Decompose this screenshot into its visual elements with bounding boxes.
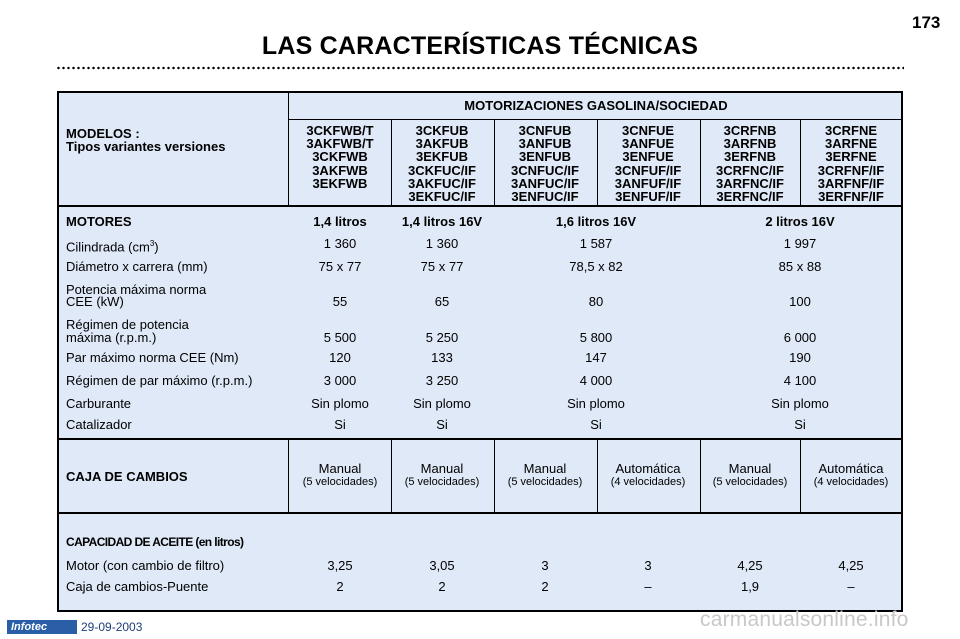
spec-value: 75 x 77 — [420, 259, 464, 274]
row-label-torque: Par máximo norma CEE (Nm) — [66, 350, 239, 365]
oil-value: 3,25 — [327, 558, 353, 573]
col-divider — [800, 120, 801, 206]
engines-heading: MOTORIZACIONES GASOLINA/SOCIEDAD — [464, 98, 728, 113]
variant-list-6 — [818, 124, 884, 203]
variant-code: 3CKFUC/IF — [408, 162, 476, 178]
col-divider — [288, 92, 289, 206]
col-divider — [597, 120, 598, 206]
variant-code: 3CNFUF/IF — [614, 162, 682, 178]
variant-code: 3ANFUB — [518, 136, 572, 152]
row-label-catalyst: Catalizador — [66, 417, 132, 432]
row-label-bore-stroke: Diámetro x carrera (mm) — [66, 259, 208, 274]
row-label-power-rpm: Régimen de potencia — [66, 317, 189, 332]
gearbox-type: Manual — [420, 461, 464, 476]
col-divider — [800, 439, 801, 513]
spec-value: Sin plomo — [413, 396, 471, 411]
row-label-oil-motor: Motor (con cambio de filtro) — [66, 558, 225, 573]
row-label-power-rpm-unit: máxima (r.p.m.) — [66, 330, 157, 345]
gearbox-speeds: (4 velocidades) — [813, 476, 889, 488]
variant-list-2 — [408, 124, 476, 203]
motores-label: MOTORES — [66, 214, 132, 229]
spec-value: 6 000 — [783, 330, 817, 345]
spec-value: Si — [436, 417, 448, 432]
oil-value: 2 — [336, 579, 344, 594]
variant-code: 3EKFUC/IF — [408, 189, 476, 205]
oil-capacity-label: CAPACIDAD DE ACEITE (en litros) — [66, 535, 244, 549]
spec-value: 3 000 — [323, 373, 357, 388]
spec-value: 65 — [434, 294, 450, 309]
dotted-divider — [56, 66, 904, 70]
variant-code: 3ERFNF/IF — [818, 189, 884, 205]
oil-value: – — [644, 579, 652, 594]
variant-list-3 — [511, 124, 579, 203]
infotec-logo: Infotec — [7, 620, 77, 634]
models-label: MODELOS : — [66, 126, 140, 141]
variant-code: 3AKFUC/IF — [408, 175, 476, 191]
watermark: carmanualsonline.info — [700, 608, 909, 631]
spec-value: 147 — [585, 350, 607, 365]
col-divider — [391, 439, 392, 513]
spec-value: 4 100 — [783, 373, 817, 388]
variant-code: 3ENFUC/IF — [511, 189, 579, 205]
col-divider — [700, 439, 701, 513]
variant-code: 3CNFUB — [518, 123, 572, 138]
section-divider-gearbox — [57, 438, 903, 440]
oil-value: 3 — [541, 558, 549, 573]
variant-list-4 — [615, 124, 681, 203]
variant-code: 3ENFUB — [518, 149, 572, 165]
gearbox-label: CAJA DE CAMBIOS — [66, 469, 188, 484]
col-divider — [597, 439, 598, 513]
variant-code: 3ARFNB — [723, 136, 777, 152]
spec-value: Sin plomo — [567, 396, 625, 411]
oil-value: – — [847, 579, 855, 594]
row-label-torque-rpm: Régimen de par máximo (r.p.m.) — [66, 373, 253, 388]
variant-code: 3ARFNF/IF — [817, 175, 885, 191]
spec-value: 190 — [789, 350, 811, 365]
variant-code: 3ARFNC/IF — [716, 175, 784, 191]
row-label-oil-gearbox: Caja de cambios-Puente — [66, 579, 209, 594]
engine-name: 2 litros 16V — [765, 214, 835, 229]
spec-value: 85 x 88 — [778, 259, 822, 274]
page-title: LAS CARACTERÍSTICAS TÉCNICAS — [261, 32, 699, 60]
variant-code: 3ERFNE — [825, 149, 877, 165]
variants-label: Tipos variantes versiones — [66, 139, 226, 154]
variant-code: 3CKFWB — [312, 149, 368, 165]
spec-value: 75 x 77 — [318, 259, 362, 274]
gearbox-type: Automática — [818, 461, 884, 476]
spec-value: 1 360 — [323, 236, 357, 251]
spec-value: 133 — [431, 350, 453, 365]
gearbox-speeds: (5 velocidades) — [507, 476, 583, 488]
row-label-displacement: Cilindrada $(cm^3)$ — [66, 239, 159, 255]
variant-code: 3ARFNE — [824, 136, 878, 152]
oil-value: 4,25 — [838, 558, 864, 573]
col-divider — [288, 439, 289, 513]
section-divider-motores — [57, 205, 903, 207]
oil-value: 2 — [438, 579, 446, 594]
spec-value: 5 800 — [579, 330, 613, 345]
spec-value: 55 — [332, 294, 348, 309]
variant-code: 3CNFUE — [621, 123, 675, 138]
variant-code: 3CRFNB — [723, 123, 777, 138]
gearbox-speeds: (5 velocidades) — [712, 476, 788, 488]
oil-value: 3 — [644, 558, 652, 573]
variant-code: 3CKFWB/T — [306, 123, 374, 138]
oil-value: 2 — [541, 579, 549, 594]
col-divider — [391, 120, 392, 206]
footer-date: 29-09-2003 — [81, 620, 143, 634]
variant-code: 3AKFWB/T — [306, 136, 374, 152]
variant-code: 3AKFWB — [312, 162, 368, 178]
variant-code: 3AKFUB — [415, 136, 469, 152]
row-label-power-unit: CEE (kW) — [66, 294, 124, 309]
variant-list-1 — [306, 124, 373, 190]
gearbox-type: Automática — [615, 461, 681, 476]
variant-code: 3ERFNC/IF — [716, 189, 784, 205]
spec-value: 5 250 — [425, 330, 459, 345]
col-divider — [494, 439, 495, 513]
spec-value: Sin plomo — [311, 396, 369, 411]
engine-name: 1,6 litros 16V — [555, 214, 637, 229]
gearbox-speeds: (5 velocidades) — [404, 476, 480, 488]
variant-code: 3CRFNC/IF — [716, 162, 784, 178]
spec-value: 4 000 — [579, 373, 613, 388]
col-divider — [494, 120, 495, 206]
variant-code: 3ENFUE — [622, 149, 674, 165]
spec-value: 3 250 — [425, 373, 459, 388]
spec-value: 1 587 — [579, 236, 613, 251]
gearbox-speeds: (5 velocidades) — [302, 476, 378, 488]
variant-code: 3ANFUE — [621, 136, 675, 152]
variant-code: 3CRFNE — [824, 123, 878, 138]
variant-code: 3EKFWB — [312, 175, 368, 191]
engine-name: 1,4 litros — [313, 214, 367, 229]
gearbox-speeds: (4 velocidades) — [610, 476, 686, 488]
gearbox-type: Manual — [523, 461, 567, 476]
variant-code: 3EKFUB — [415, 149, 469, 165]
oil-value: 4,25 — [737, 558, 763, 573]
variant-code: 3ANFUC/IF — [511, 175, 579, 191]
spec-value: 100 — [789, 294, 811, 309]
oil-value: 3,05 — [429, 558, 455, 573]
page-number: 173 — [912, 13, 941, 32]
spec-value: 1 360 — [425, 236, 459, 251]
variant-code: 3ENFUF/IF — [615, 189, 681, 205]
row-label-fuel: Carburante — [66, 396, 132, 411]
engine-name: 1,4 litros 16V — [401, 214, 483, 229]
spec-value: 80 — [588, 294, 604, 309]
variant-code: 3ERFNB — [723, 149, 777, 165]
spec-value: 1 997 — [783, 236, 817, 251]
row-label-power: Potencia máxima norma — [66, 282, 207, 297]
variant-code: 3CKFUB — [415, 123, 469, 138]
variant-code: 3CRFNF/IF — [817, 162, 885, 178]
spec-value: 5 500 — [323, 330, 357, 345]
oil-value: 1,9 — [740, 579, 760, 594]
spec-value: 120 — [329, 350, 351, 365]
variant-list-5 — [716, 124, 784, 203]
gearbox-type: Manual — [728, 461, 772, 476]
header-divider — [288, 119, 902, 120]
spec-value: 78,5 x 82 — [569, 259, 623, 274]
spec-value: Si — [794, 417, 806, 432]
section-divider-oil — [57, 512, 903, 514]
gearbox-type: Manual — [318, 461, 362, 476]
variant-code: 3CNFUC/IF — [511, 162, 579, 178]
spec-value: Si — [590, 417, 602, 432]
col-divider — [700, 120, 701, 206]
spec-value: Si — [334, 417, 346, 432]
spec-value: Sin plomo — [771, 396, 829, 411]
variant-code: 3ANFUF/IF — [614, 175, 682, 191]
